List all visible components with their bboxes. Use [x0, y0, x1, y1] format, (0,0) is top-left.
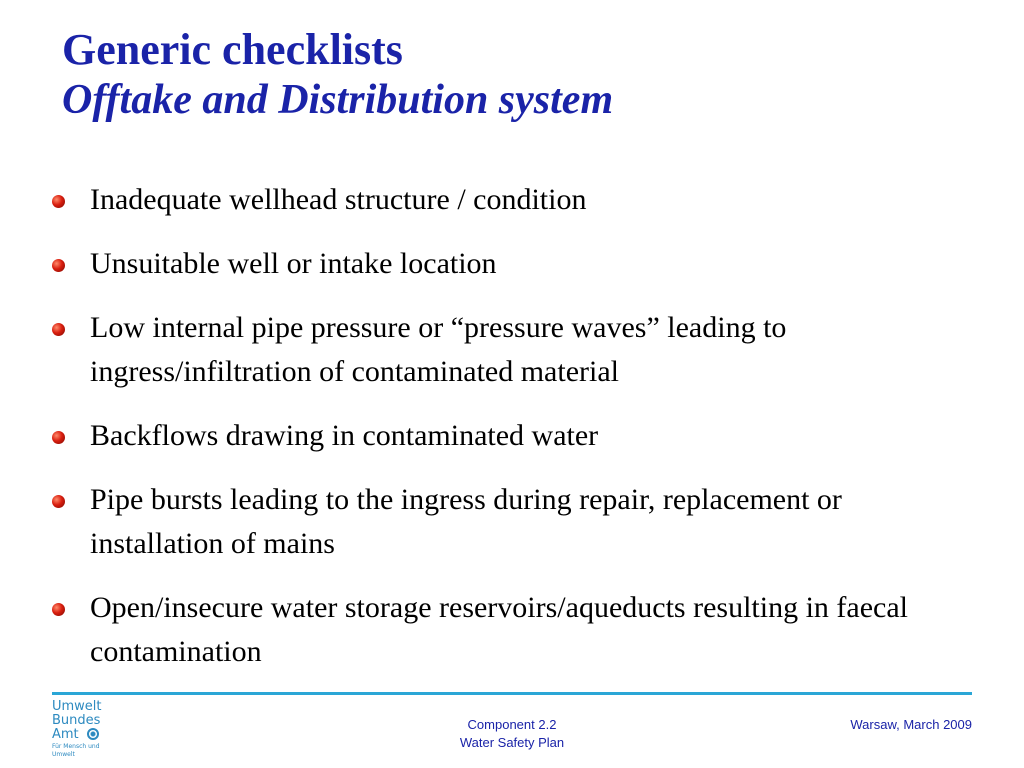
footer-center-text — [412, 716, 612, 752]
bullet-text: Low internal pipe pressure or “pressure waves” leading to ingress/infiltration of contaminated material — [90, 311, 787, 388]
list-item — [50, 178, 980, 222]
list-item — [50, 242, 980, 286]
bullet-icon — [52, 195, 65, 208]
slide-subtitle: Offtake and Distribution system — [62, 77, 614, 123]
footer-date: Warsaw, March 2009 — [850, 717, 972, 732]
list-item — [50, 414, 980, 458]
list-item — [50, 478, 980, 566]
bullet-icon — [52, 431, 65, 444]
slide-title: Generic checklists — [62, 25, 403, 74]
uba-logo — [52, 700, 122, 759]
logo-line-3 — [52, 728, 122, 742]
footer-component: Component 2.2 — [467, 717, 557, 732]
bullet-icon — [52, 603, 65, 616]
bullet-list — [50, 178, 980, 694]
bullet-text: Backflows drawing in contaminated water — [90, 419, 599, 452]
footer-divider — [52, 692, 972, 695]
logo-line-1: Umwelt — [52, 699, 102, 714]
bullet-icon — [52, 259, 65, 272]
logo-amt-text: Amt — [52, 727, 79, 742]
bullet-text: Unsuitable well or intake location — [90, 247, 497, 280]
bullet-icon — [52, 495, 65, 508]
bullet-text: Pipe bursts leading to the ingress during repair, replacement or installation of mains — [90, 483, 842, 560]
bullet-icon — [52, 323, 65, 336]
list-item — [50, 586, 980, 674]
uba-emblem-icon — [87, 728, 99, 740]
slide-title-block — [62, 26, 613, 123]
footer-plan: Water Safety Plan — [459, 735, 565, 750]
bullet-text: Open/insecure water storage reservoirs/aqueducts resulting in faecal contamination — [90, 591, 908, 668]
list-item — [50, 306, 980, 394]
bullet-text: Inadequate wellhead structure / condition — [90, 183, 587, 216]
logo-line-2: Bundes — [52, 713, 101, 728]
logo-tagline: Für Mensch und Umwelt — [52, 743, 100, 758]
